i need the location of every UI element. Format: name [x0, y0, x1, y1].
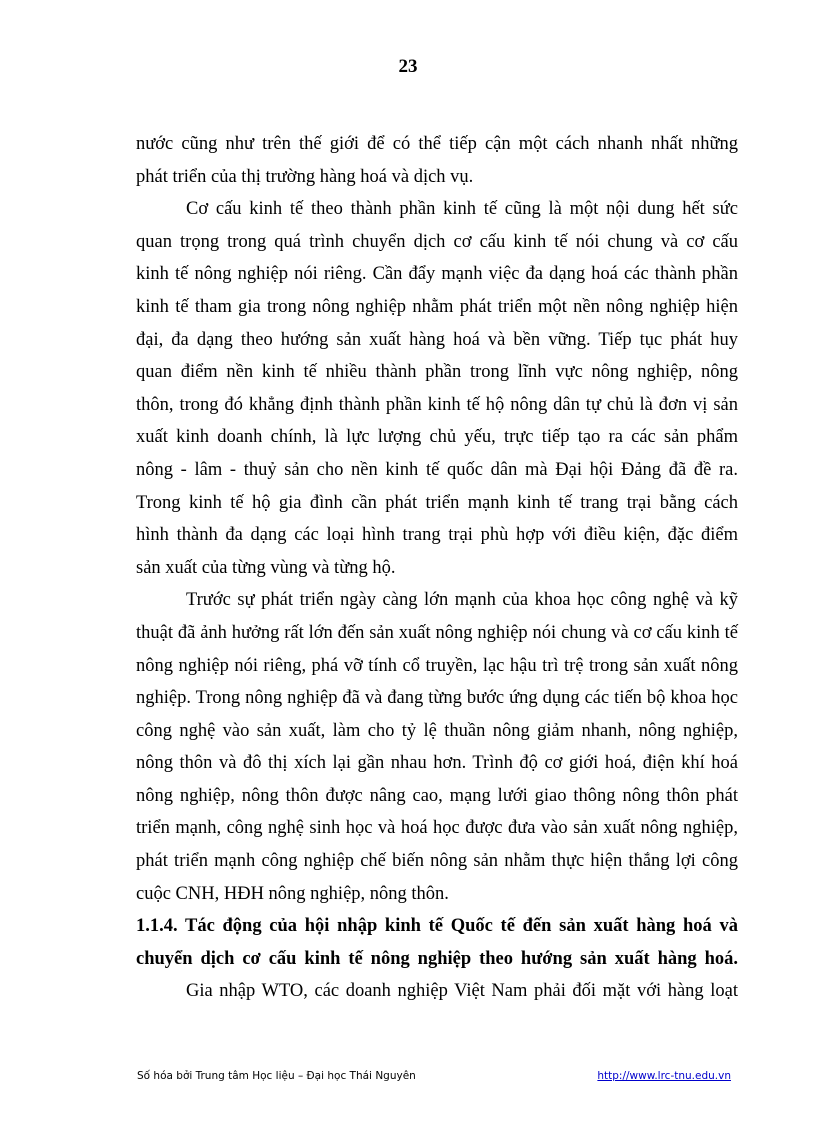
text-line: hình thành đa dạng các loại hình trang trại phù hợp với điều kiện, đặc điểm: [136, 525, 738, 546]
text-line: phát triển mạnh công nghiệp chế biến nông sản nhằm thực hiện thắng lợi công: [136, 851, 738, 872]
paragraph-1: [136, 128, 738, 193]
paragraph-4: [136, 975, 738, 1008]
text-line: thuật đã ảnh hưởng rất lớn đến sản xuất nông nghiệp nói chung và cơ cấu kinh tế: [136, 622, 738, 643]
text-line: phát triển của thị trường hàng hoá và dịch vụ.: [136, 166, 474, 187]
heading-line: chuyển dịch cơ cấu kinh tế nông nghiệp theo hướng sản xuất hàng hoá.: [136, 948, 738, 969]
text-line: kinh tế nông nghiệp nói riêng. Cần đẩy mạnh việc đa dạng hoá các thành phần: [136, 264, 738, 285]
text-line: nghiệp. Trong nông nghiệp đã và đang từng bước ứng dụng các tiến bộ khoa học: [136, 688, 738, 709]
text-line: Cơ cấu kinh tế theo thành phần kinh tế cũng là một nội dung hết sức: [186, 199, 738, 220]
footer-link[interactable]: http://www.lrc-tnu.edu.vn: [597, 1070, 731, 1082]
paragraph-3: [136, 584, 738, 910]
text-line: nông nghiệp nói riêng, phá vỡ tính cổ truyền, lạc hậu trì trệ trong sản xuất nông: [136, 655, 738, 676]
text-line: thôn, trong đó khẳng định thành phần kinh tế hộ nông dân tự chủ là đơn vị sản: [136, 394, 738, 415]
page-footer: [137, 1070, 731, 1082]
text-line: kinh tế tham gia trong nông nghiệp nhằm phát triển một nền nông nghiệp hiện: [136, 296, 738, 317]
paragraph-2: [136, 193, 738, 584]
text-line: nước cũng như trên thế giới để có thể tiếp cận một cách nhanh nhất những: [136, 134, 738, 154]
body-text: [136, 128, 738, 1008]
text-line: quan điểm nền kinh tế nhiều thành phần trong lĩnh vực nông nghiệp, nông: [136, 362, 738, 383]
page-number: 23: [398, 56, 418, 77]
footer-source-text: Số hóa bởi Trung tâm Học liệu – Đại học Thái Nguyên: [137, 1070, 416, 1082]
text-line: Trong kinh tế hộ gia đình cần phát triển mạnh kinh tế trang trại bằng cách: [136, 492, 738, 513]
text-line: sản xuất của từng vùng và từng hộ.: [136, 557, 396, 578]
section-heading: [136, 910, 738, 975]
heading-line: 1.1.4. Tác động của hội nhập kinh tế Quốc tế đến sản xuất hàng hoá và: [136, 916, 738, 937]
text-line: quan trọng trong quá trình chuyển dịch cơ cấu kinh tế nói chung và cơ cấu: [136, 231, 738, 252]
text-line: nông - lâm - thuỷ sản cho nền kinh tế quốc dân mà Đại hội Đảng đã đề ra.: [136, 459, 738, 480]
text-line: Gia nhập WTO, các doanh nghiệp Việt Nam phải đối mặt với hàng loạt: [186, 981, 738, 1002]
text-line: cuộc CNH, HĐH nông nghiệp, nông thôn.: [136, 883, 449, 904]
text-line: công nghệ vào sản xuất, làm cho tỷ lệ thuần nông giảm nhanh, nông nghiệp,: [136, 720, 738, 741]
text-line: triển mạnh, công nghệ sinh học và hoá học được đưa vào sản xuất nông nghiệp,: [136, 818, 738, 839]
text-line: đại, đa dạng theo hướng sản xuất hàng hoá và bền vững. Tiếp tục phát huy: [136, 329, 738, 350]
text-line: nông thôn và đô thị xích lại gần nhau hơn. Trình độ cơ giới hoá, điện khí hoá: [136, 753, 738, 774]
text-line: Trước sự phát triển ngày càng lớn mạnh của khoa học công nghệ và kỹ: [186, 590, 738, 611]
text-line: nông nghiệp, nông thôn được nâng cao, mạng lưới giao thông nông thôn phát: [136, 785, 738, 806]
text-line: xuất kinh doanh chính, là lực lượng chủ yếu, trực tiếp tạo ra các sản phẩm: [136, 427, 738, 448]
